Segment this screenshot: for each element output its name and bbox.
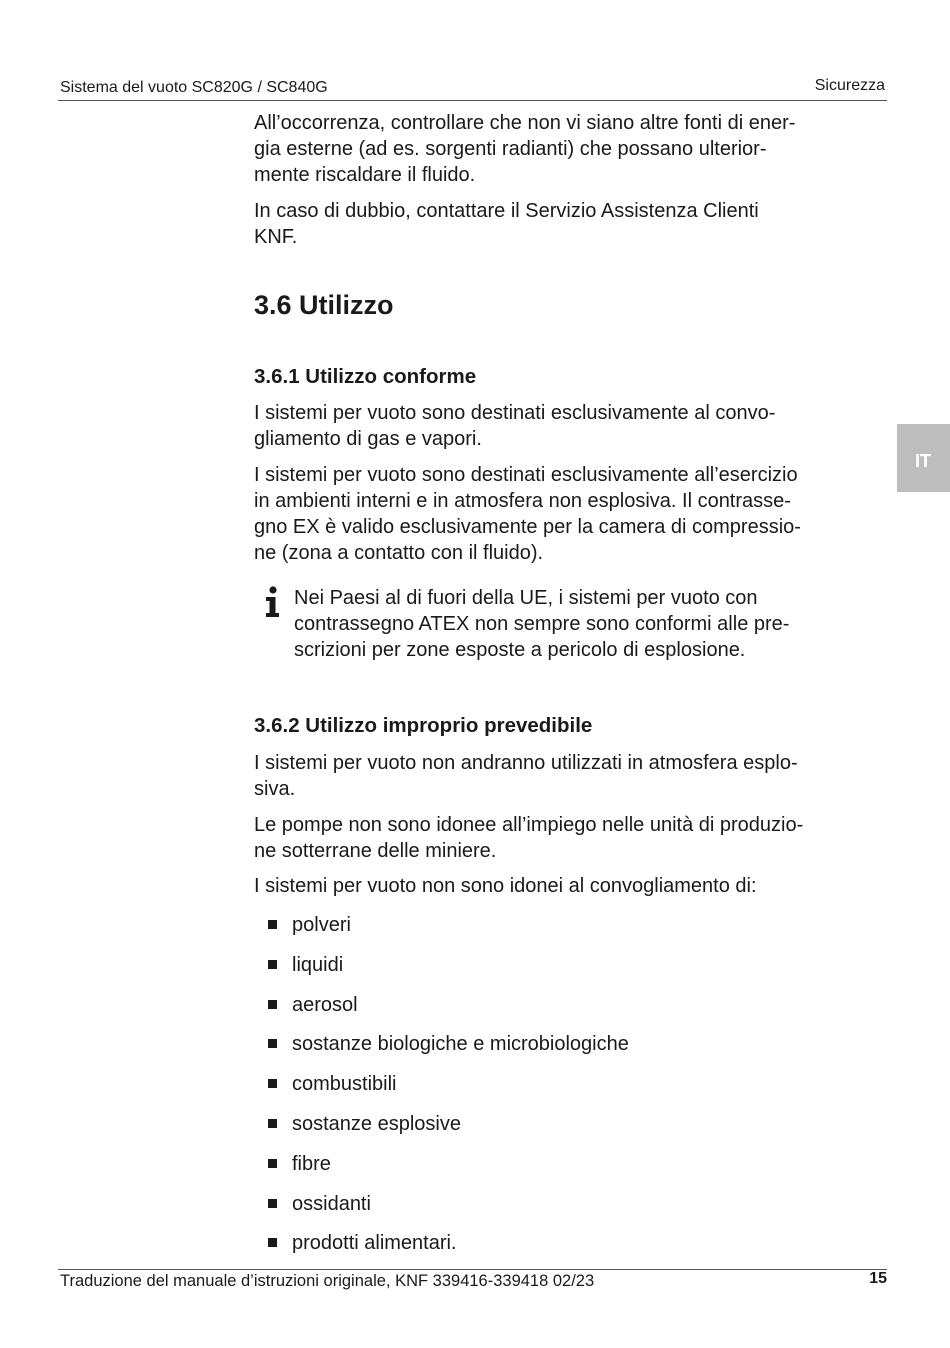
text-line: gia esterne (ad es. sorgenti radianti) che possano ulterior- <box>254 138 767 160</box>
text-line: I sistemi per vuoto sono destinati esclusivamente all’esercizio <box>254 464 798 486</box>
bullet-icon <box>268 1000 277 1009</box>
subsection-heading-improprio: 3.6.2 Utilizzo improprio prevedibile <box>254 714 593 737</box>
list-item: sostanze biologiche e microbiologiche <box>266 1031 629 1071</box>
improprio-paragraph-2 <box>254 812 876 864</box>
improprio-paragraph-1 <box>254 750 876 802</box>
page-number: 15 <box>869 1270 887 1287</box>
text-line: I sistemi per vuoto sono destinati esclusivamente al convo- <box>254 402 776 424</box>
intro-paragraph-2 <box>254 198 876 250</box>
text-line: Nei Paesi al di fuori della UE, i sistemi per vuoto con <box>294 587 758 609</box>
header-divider <box>58 100 887 101</box>
bullet-icon <box>268 1079 277 1088</box>
bullet-icon <box>268 1119 277 1128</box>
bullet-icon <box>268 920 277 929</box>
text-line: ne (zona a contatto con il fluido). <box>254 542 544 564</box>
bullet-icon <box>268 960 277 969</box>
list-item: sostanze esplosive <box>266 1111 629 1151</box>
info-icon <box>262 586 284 618</box>
text-line: mente riscaldare il fluido. <box>254 164 476 186</box>
list-item: aerosol <box>266 992 629 1032</box>
improprio-paragraph-3 <box>254 873 876 899</box>
text-line: In caso di dubbio, contattare il Servizio Assistenza Clienti <box>254 200 759 222</box>
text-line: I sistemi per vuoto non sono idonei al convogliamento di: <box>254 875 757 897</box>
conforme-paragraph-1 <box>254 400 876 452</box>
text-line: All’occorrenza, controllare che non vi siano altre fonti di ener- <box>254 112 796 134</box>
list-item: polveri <box>266 912 629 952</box>
text-line: scrizioni per zone esposte a pericolo di esplosione. <box>294 639 746 661</box>
language-tab-label: IT <box>915 451 931 471</box>
bullet-icon <box>268 1159 277 1168</box>
text-line: contrassegno ATEX non sempre sono conformi alle pre- <box>294 613 790 635</box>
text-line: I sistemi per vuoto non andranno utilizzati in atmosfera esplo- <box>254 752 798 774</box>
text-line: gno EX è valido esclusivamente per la camera di compressio- <box>254 516 801 538</box>
info-note <box>294 585 874 663</box>
text-line: ne sotterrane delle miniere. <box>254 840 497 862</box>
bullet-icon <box>268 1199 277 1208</box>
bullet-icon <box>268 1238 277 1247</box>
text-line: KNF. <box>254 226 298 248</box>
bullet-icon <box>268 1039 277 1048</box>
text-line: in ambienti interni e in atmosfera non esplosiva. Il contrasse- <box>254 490 791 512</box>
intro-paragraph-1 <box>254 110 876 188</box>
list-item: fibre <box>266 1151 629 1191</box>
header-document-title: Sistema del vuoto SC820G / SC840G <box>60 79 328 96</box>
subsection-heading-conforme: 3.6.1 Utilizzo conforme <box>254 365 477 388</box>
text-line: siva. <box>254 778 296 800</box>
footer-document-info: Traduzione del manuale d’istruzioni originale, KNF 339416-339418 02/23 <box>60 1272 595 1290</box>
section-heading: 3.6 Utilizzo <box>254 290 394 320</box>
list-item: prodotti alimentari. <box>266 1230 629 1270</box>
list-item: liquidi <box>266 952 629 992</box>
footer-divider <box>58 1269 887 1270</box>
header-section-name: Sicurezza <box>814 77 885 94</box>
list-item: combustibili <box>266 1071 629 1111</box>
language-tab <box>897 424 950 492</box>
conforme-paragraph-2 <box>254 462 876 566</box>
text-line: gliamento di gas e vapori. <box>254 428 482 450</box>
text-line: Le pompe non sono idonee all’impiego nelle unità di produzio- <box>254 814 804 836</box>
unsuitable-media-list <box>266 912 629 1270</box>
list-item: ossidanti <box>266 1191 629 1231</box>
